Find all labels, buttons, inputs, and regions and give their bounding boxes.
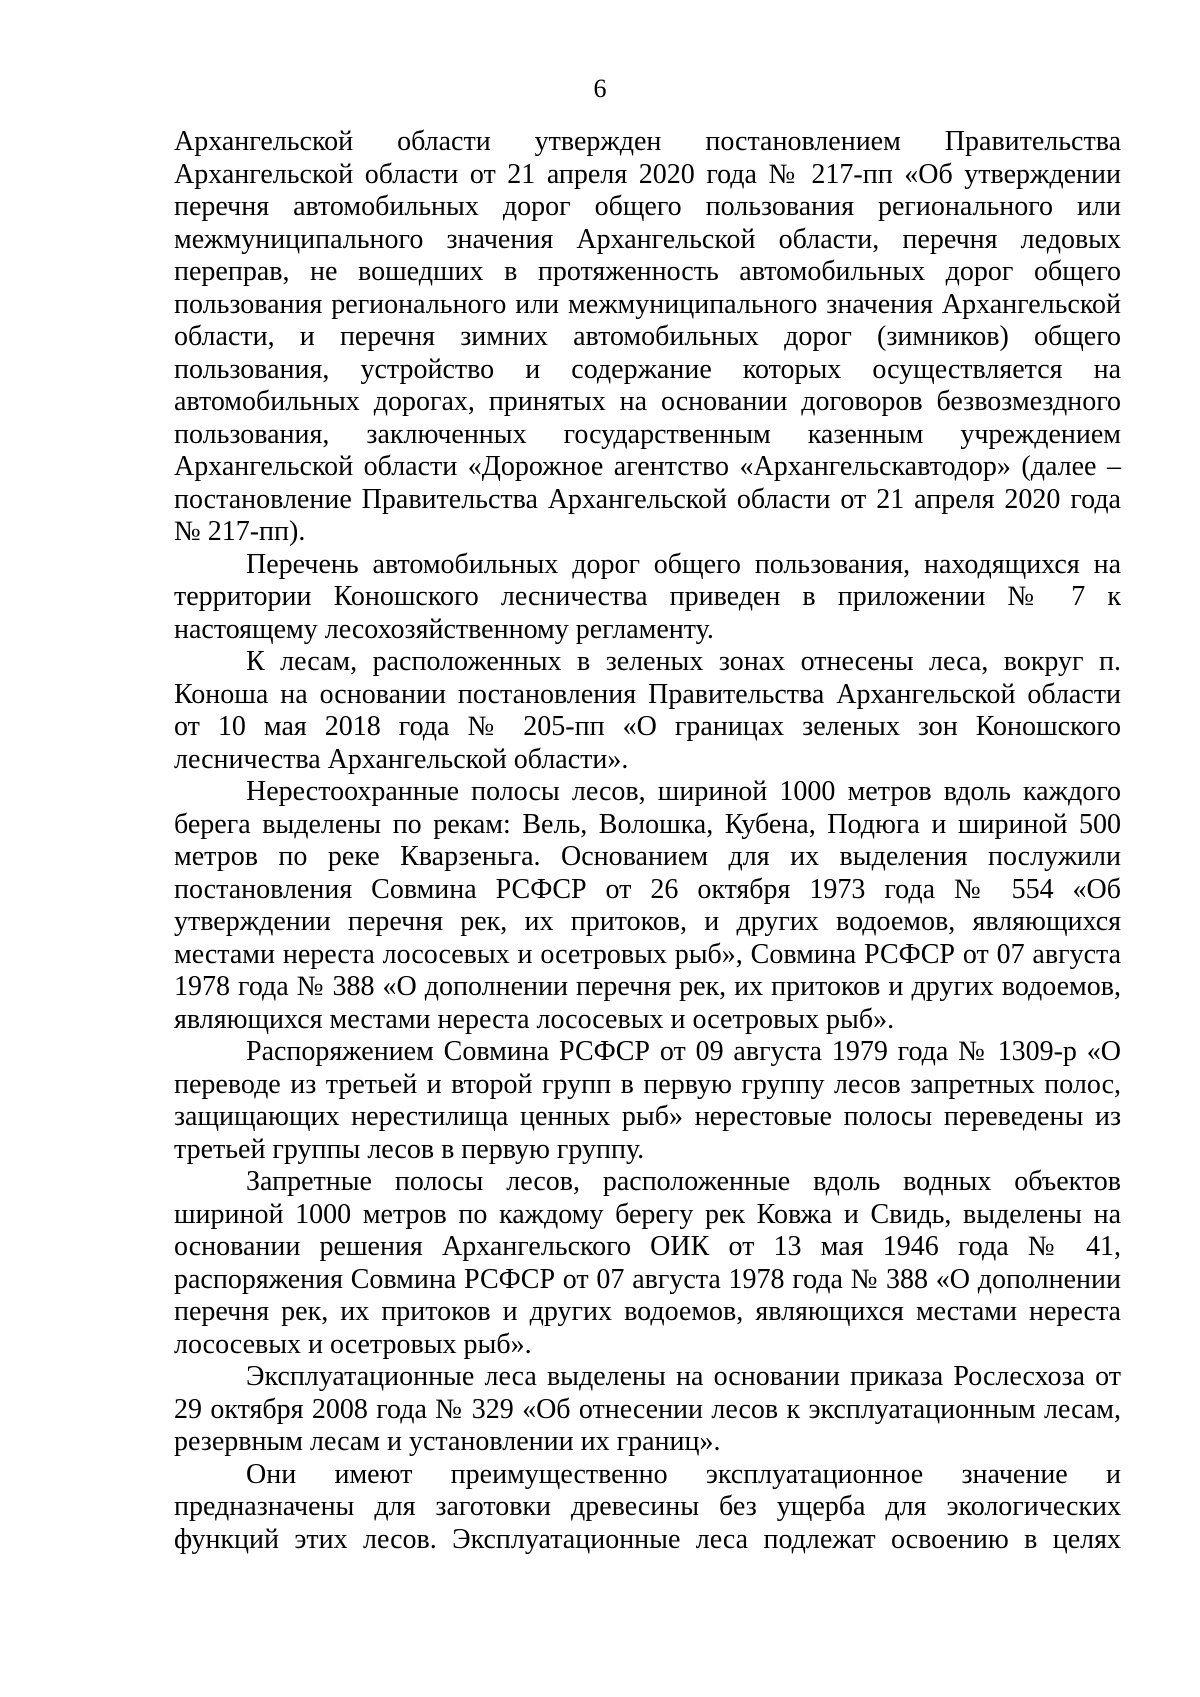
paragraph-roads-list: Перечень автомобильных дорог общего пользования, находящихся на территории Коношского лесничества приведен в приложении № 7 к настоящему лесохозяйственному регламенту. [174,548,1121,645]
document-body [174,126,1121,1556]
paragraph-regional-roads-decree: Архангельской области утвержден постановлением Правительства Архангельской области от 21 апреля 2020 года № 217-пп «Об утверждении перечня автомобильных дорог общего пользования регионального или межмуниципального значения Архангельской области, перечня ледовых переправ, не вошедших в протяженность автомобильных дорог общего пользования регионального или межмуниципального значения Архангельской области, и перечня зимних автомобильных дорог (зимников) общего пользования, устройство и содержание которых осуществляется на автомобильных дорогах, принятых на основании договоров безвозмездного пользования, заключенных государственным казенным учреждением Архангельской области «Дорожное агентство «Архангельскавтодор» (далее – постановление Правительства Архангельской области от 21 апреля 2020 года № 217-пп). [174,126,1121,547]
page-number: 6 [593,74,607,103]
paragraph-operational-forests: Эксплуатационные леса выделены на основании приказа Рослесхоза от 29 октября 2008 года № 329 «Об отнесении лесов к эксплуатационным лесам, резервным лесам и установлении их границ». [174,1361,1121,1457]
paragraph-prohibited-strips: Запретные полосы лесов, расположенные вдоль водных объектов шириной 1000 метров по каждому берегу рек Ковжа и Свидь, выделены на основании решения Архангельского ОИК от 13 мая 1946 года № 41, распоряжения Совмина РСФСР от 07 августа 1978 года № 388 «О дополнении перечня рек, их притоков и других водоемов, являющихся местами нереста лососевых и осетровых рыб». [174,1166,1121,1360]
paragraph-operational-purpose: Они имеют преимущественно эксплуатационное значение и предназначены для заготовки древесины без ущерба для экологических функций этих лесов. Эксплуатационные леса подлежат освоению в целях [174,1458,1121,1555]
paragraph-spawning-strips-transfer: Распоряжением Совмина РСФСР от 09 августа 1979 года № 1309-р «О переводе из третьей и второй групп в первую группу лесов запретных полос, защищающих нерестилища ценных рыб» нерестовые полосы переведены из третьей группы лесов в первую группу. [174,1036,1121,1165]
paragraph-green-zones: К лесам, расположенных в зеленых зонах отнесены леса, вокруг п. Коноша на основании постановления Правительства Архангельской области от 10 мая 2018 года № 205-пп «О границах зеленых зон Коношского лесничества Архангельской области». [174,646,1121,775]
paragraph-spawning-protection-strips: Нерестоохранные полосы лесов, шириной 1000 метров вдоль каждого берега выделены по рекам: Вель, Волошка, Кубена, Подюга и шириной 500 метров по реке Кварзеньга. Основанием для их выделения послужили постановления Совмина РСФСР от 26 октября 1973 года № 554 «Об утверждении перечня рек, их притоков, и других водоемов, являющихся местами нереста лососевых и осетровых рыб», Совмина РСФСР от 07 августа 1978 года № 388 «О дополнении перечня рек, их притоков и других водоемов, являющихся местами нереста лососевых и осетровых рыб». [174,776,1121,1035]
